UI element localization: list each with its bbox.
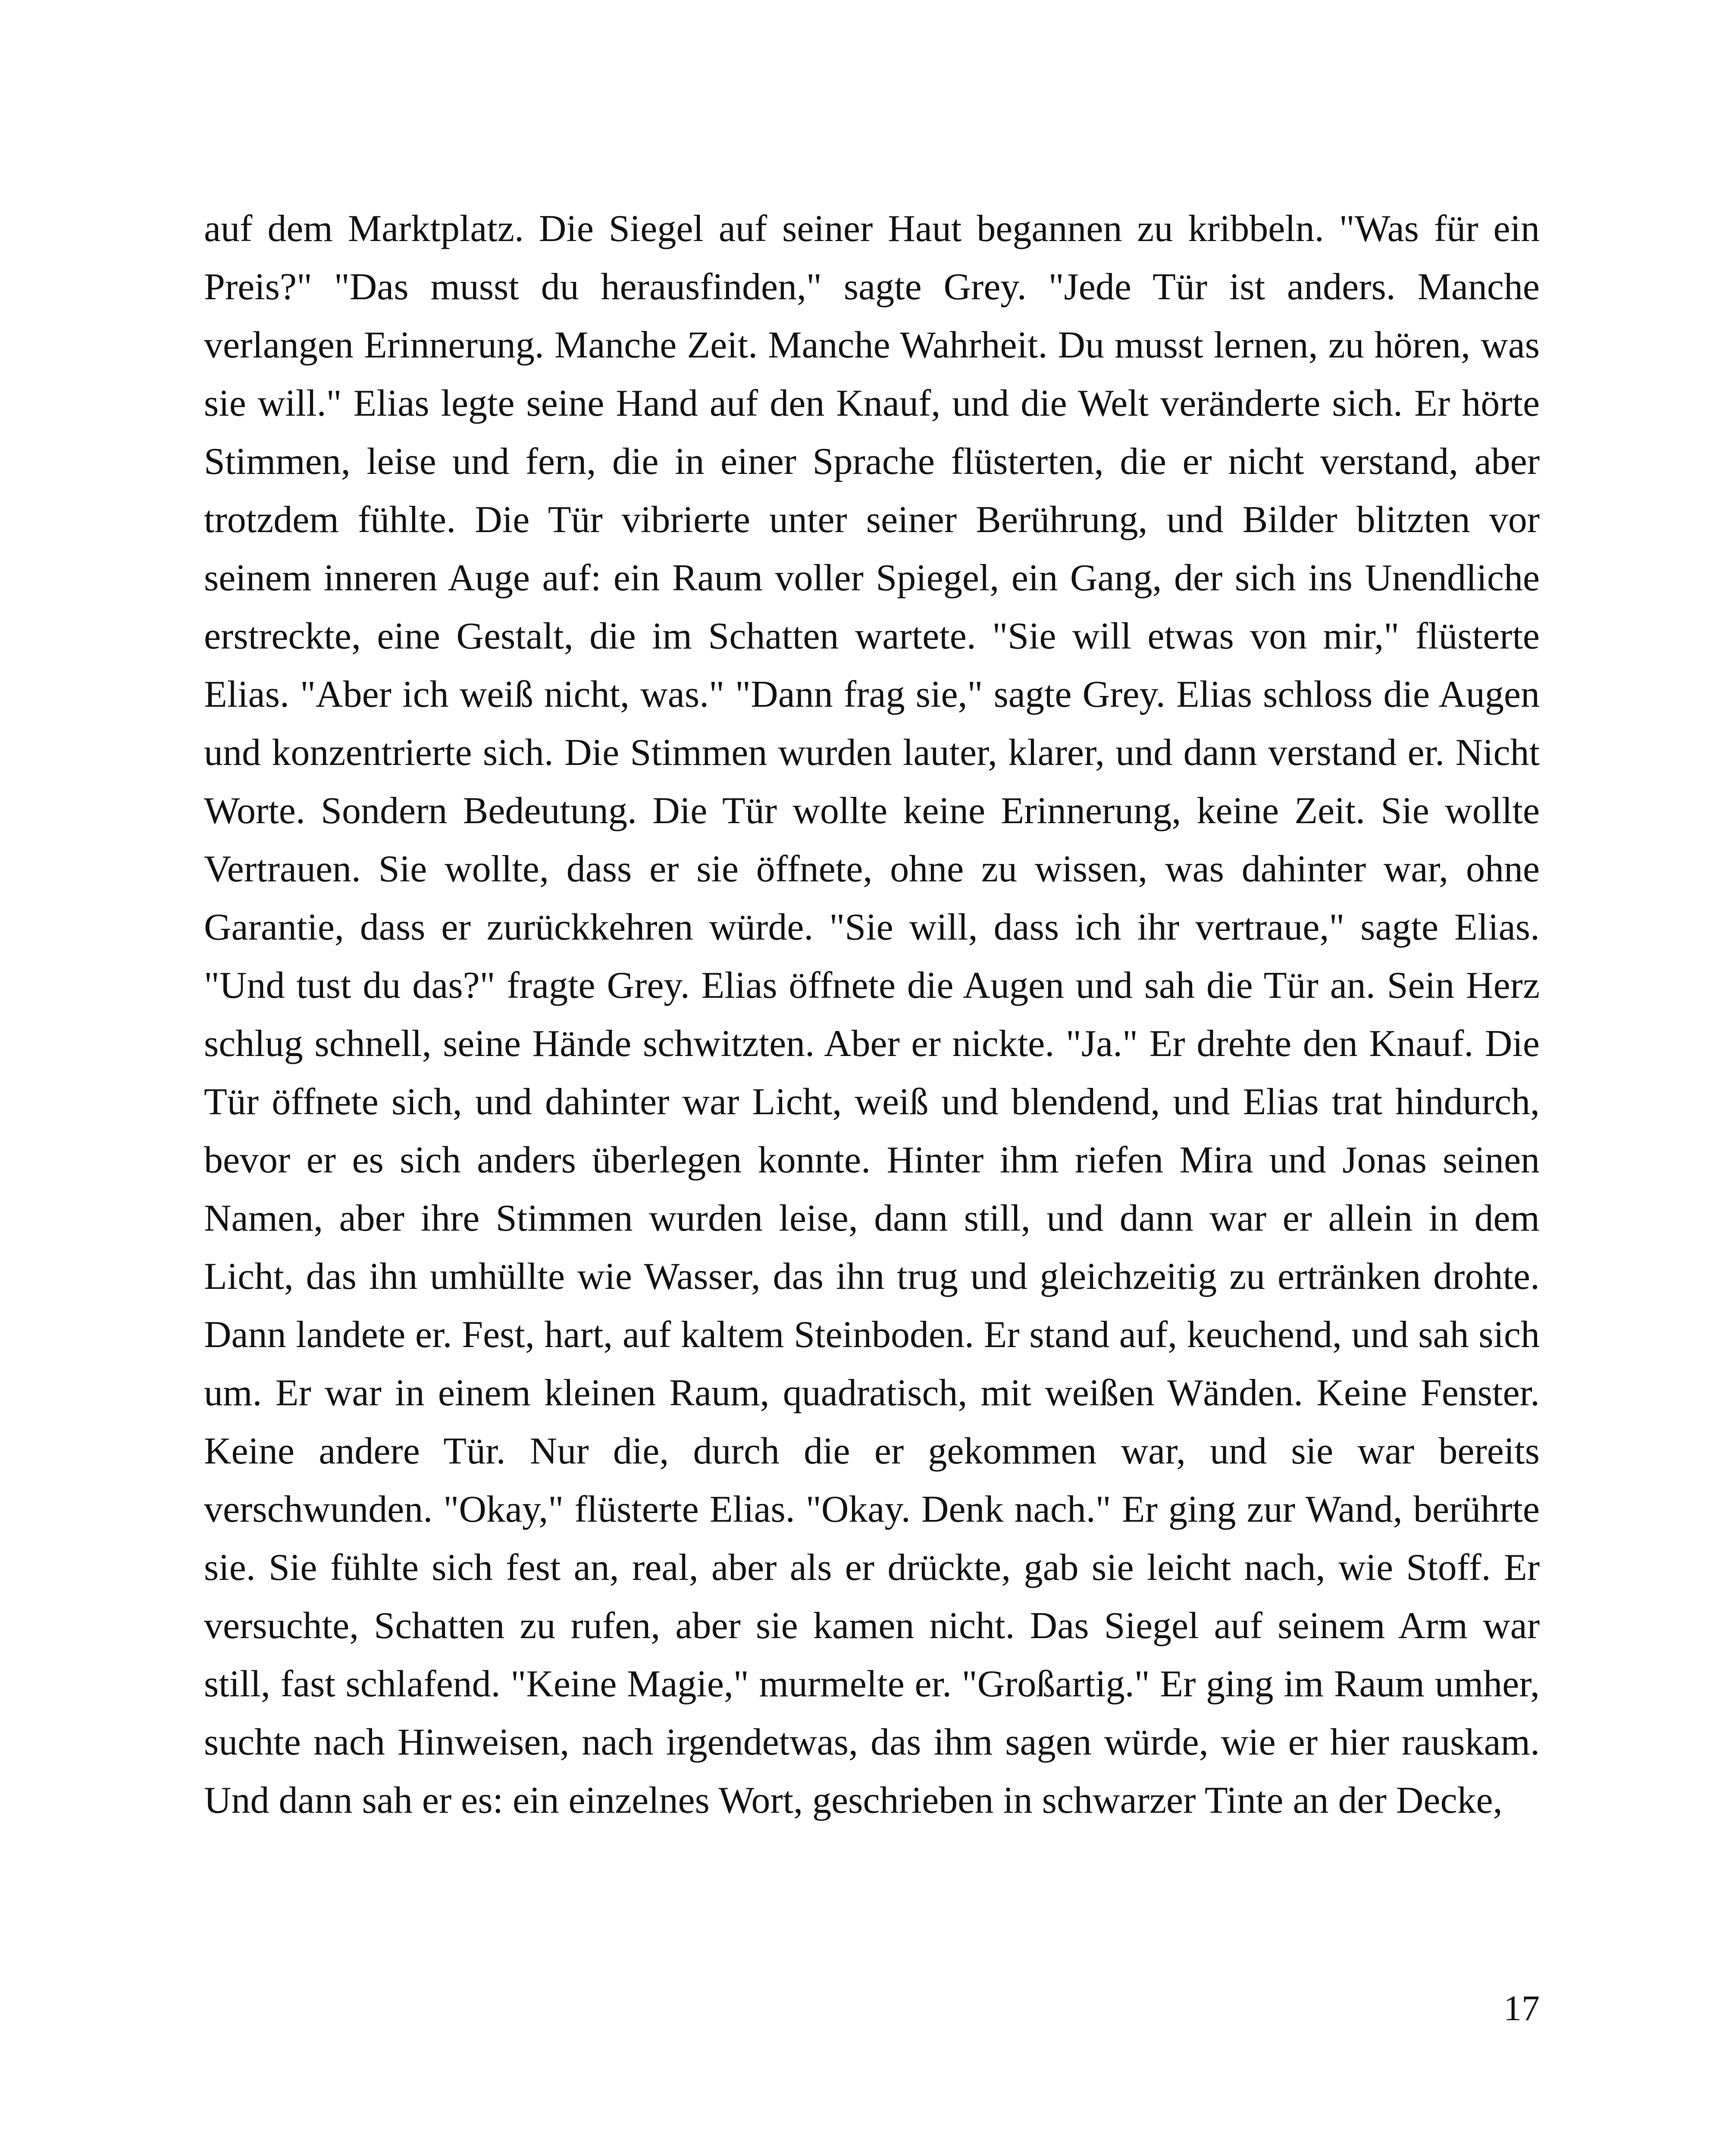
- body-paragraph: auf dem Marktplatz. Die Siegel auf seiner Haut begannen zu kribbeln. "Was für ein Preis?" "Das musst du herausfinden," sagte Grey. "Jede Tür ist anders. Manche verlangen Erinnerung. Manche Zeit. Manche Wahrheit. Du musst lernen, zu hören, was sie will." Elias legte seine Hand auf den Knauf, und die Welt veränderte sich. Er hörte Stimmen, leise und fern, die in einer Sprache flüsterten, die er nicht verstand, aber trotzdem fühlte. Die Tür vibrierte unter seiner Berührung, und Bilder blitzten vor seinem inneren Auge auf: ein Raum voller Spiegel, ein Gang, der sich ins Unendliche erstreckte, eine Gestalt, die im Schatten wartete. "Sie will etwas von mir," flüsterte Elias. "Aber ich weiß nicht, was." "Dann frag sie," sagte Grey. Elias schloss die Augen und konzentrierte sich. Die Stimmen wurden lauter, klarer, und dann verstand er. Nicht Worte. Sondern Bedeutung. Die Tür wollte keine Erinnerung, keine Zeit. Sie wollte Vertrauen. Sie wollte, dass er sie öffnete, ohne zu wissen, was dahinter war, ohne Garantie, dass er zurückkehren würde. "Sie will, dass ich ihr vertraue," sagte Elias. "Und tust du das?" fragte Grey. Elias öffnete die Augen und sah die Tür an. Sein Herz schlug schnell, seine Hände schwitzten. Aber er nickte. "Ja." Er drehte den Knauf. Die Tür öffnete sich, und dahinter war Licht, weiß und blendend, und Elias trat hindurch, bevor er es sich anders überlegen konnte. Hinter ihm riefen Mira und Jonas seinen Namen, aber ihre Stimmen wurden leise, dann still, und dann war er allein in dem Licht, das ihn umhüllte wie Wasser, das ihn trug und gleichzeitig zu ertränken drohte. Dann landete er. Fest, hart, auf kaltem Steinboden. Er stand auf, keuchend, und sah sich um. Er war in einem kleinen Raum, quadratisch, mit weißen Wänden. Keine Fenster. Keine andere Tür. Nur die, durch die er gekommen war, und sie war bereits verschwunden. "Okay," flüsterte Elias. "Okay. Denk nach." Er ging zur Wand, berührte sie. Sie fühlte sich fest an, real, aber als er drückte, gab sie leicht nach, wie Stoff. Er versuchte, Schatten zu rufen, aber sie kamen nicht. Das Siegel auf seinem Arm war still, fast schlafend. "Keine Magie," murmelte er. "Großartig." Er ging im Raum umher, suchte nach Hinweisen, nach irgendetwas, das ihm sagen würde, wie er hier rauskam. Und dann sah er es: ein einzelnes Wort, geschrieben in schwarzer Tinte an der Decke,: [204, 208, 1540, 1821]
- page-number: 17: [1503, 1988, 1540, 2028]
